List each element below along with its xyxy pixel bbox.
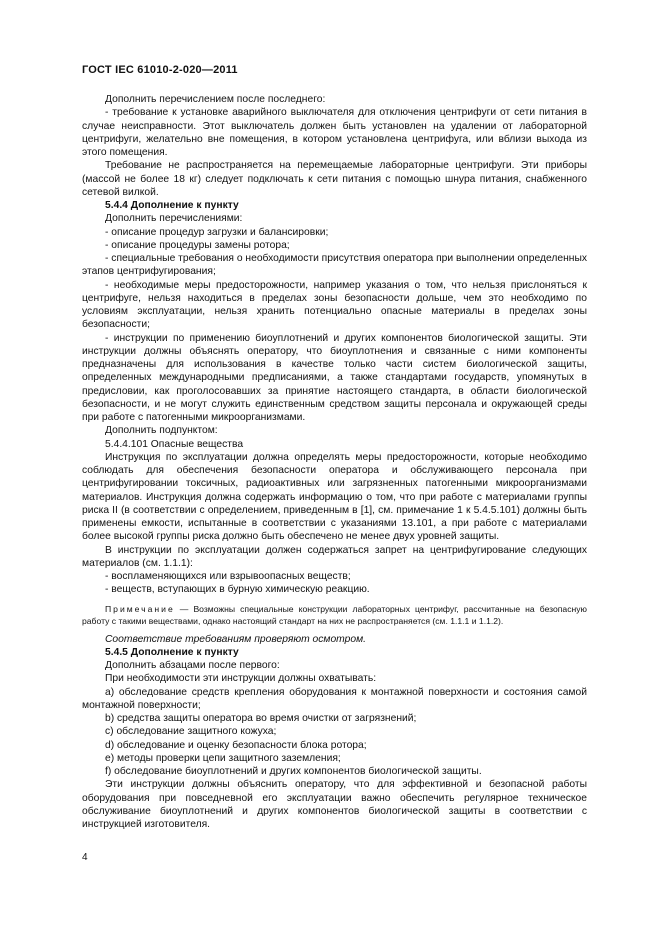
paragraph: Дополнить абзацами после первого: xyxy=(105,660,280,671)
list-item: - веществ, вступающих в бурную химическую реакцию. xyxy=(105,584,370,596)
compliance-statement: Соответствие требованиям проверяют осмотром. xyxy=(105,633,367,645)
paragraph: Дополнить перечислением после последнего: xyxy=(105,94,326,105)
section-heading-5-4-5: 5.4.5 Дополнение к пункту xyxy=(105,646,239,658)
list-item: - требование к установке аварийного выключателя для отключения центрифуги от сети питания в случае неисправности. Этот выключатель должен быть установлен на удалении от лабораторной центрифуги, желательно вне помещения, в котором установлена центрифуга, или вблизи выхода из этого помещения. xyxy=(82,107,587,158)
list-item: c) обследование защитного кожуха; xyxy=(105,726,277,738)
list-item: f) обследование биоуплотнений и других компонентов биологической защиты. xyxy=(105,766,482,777)
paragraph: Дополнить подпунктом: xyxy=(105,425,218,437)
list-item: a) обследование средств крепления оборудования к монтажной поверхности и состояния самой монтажной поверхности; xyxy=(82,686,587,711)
list-item: d) обследование и оценку безопасности блока ротора; xyxy=(105,739,367,751)
page-number: 4 xyxy=(82,852,88,863)
section-heading-5-4-4: 5.4.4 Дополнение к пункту xyxy=(105,200,239,211)
list-item: - специальные требования о необходимости присутствия оператора при выполнении определенных этапов центрифугирования; xyxy=(82,253,587,278)
paragraph: Дополнить перечислениями: xyxy=(105,213,243,225)
paragraph: При необходимости эти инструкции должны охватывать: xyxy=(105,673,377,685)
page-header: ГОСТ IEC 61010-2-020—2011 xyxy=(82,64,238,76)
list-item: e) методы проверки цепи защитного заземления; xyxy=(105,752,341,764)
paragraph: Требование не распространяется на перемещаемые лабораторные центрифуги. Эти приборы (массой не более 18 кг) следует подключать к сети питания с помощью шнура питания, снабженного сетевой вилкой. xyxy=(82,160,587,198)
note-label: Примечание xyxy=(105,603,175,614)
list-item: - воспламеняющихся или взрывоопасных веществ; xyxy=(105,571,351,582)
list-item: - инструкции по применению биоуплотнений и других компонентов биологической защиты. Эти инструкции должны объяснять оператору, что биоуплотнения и связанные с ними компоненты предназначены для использования в качестве только части систем биологической защиты, определенных международными предписаниями, а также стандартами государств, упомянутых в предисловии, как проголосовавших за принятие настоящего стандарта, в области биологической безопасности, и не могут служить единственным средством защиты персонала и окружающей среды при работе с патогенными микроорганизмами. xyxy=(82,332,587,423)
paragraph: Эти инструкции должны объяснить оператору, что для эффективной и безопасной работы оборудования при повседневной его эксплуатации важно обеспечить регулярное техническое обслуживание биоуплотнений и других компонентов биологической защиты в соответствии с инструкцией изготовителя. xyxy=(82,779,587,830)
subsection-heading-5-4-4-101: 5.4.4.101 Опасные вещества xyxy=(105,438,244,450)
note xyxy=(82,603,587,627)
list-item: - описание процедур загрузки и балансировки; xyxy=(105,226,329,238)
list-item: b) средства защиты оператора во время очистки от загрязнений; xyxy=(105,713,417,724)
list-item: - описание процедуры замены ротора; xyxy=(105,239,290,251)
note-text: — Возможны специальные конструкции лабораторных центрифуг, рассчитанные на безопасную работу с такими веществами, однако настоящий стандарт на них не распространяется (см. 1.1.1 и 1.1.2). xyxy=(82,603,587,626)
paragraph: Инструкция по эксплуатации должна определять меры предосторожности, которые необходимо соблюдать для обеспечения безопасности оператора и обслуживающего персонала при центрифугировании токсичных, радиоактивных или загрязненных патогенными микроорганизмами материалов. Инструкция должна содержать информацию о том, что при работе с материалами группы риска II (в соответствии с определением, приведенным в [1], см. примечание 1 к 5.4.5.101) должны быть применены емкости, испытанные в соответствии с указаниями 13.101, а при работе с материалами более высокой группы риска должно быть обеспечено не менее двух уровней защиты. xyxy=(82,451,587,543)
document-body xyxy=(82,93,587,831)
list-item: - необходимые меры предосторожности, например указания о том, что нельзя прислоняться к центрифуге, нельзя находиться в пределах зоны безопасности дольше, чем это необходимо по условиям эксплуатации, нельзя хранить потенциально опасные материалы в пределах зоны безопасности; xyxy=(82,279,587,331)
paragraph: В инструкции по эксплуатации должен содержаться запрет на центрифугирование следующих материалов (см. 1.1.1): xyxy=(82,544,587,569)
